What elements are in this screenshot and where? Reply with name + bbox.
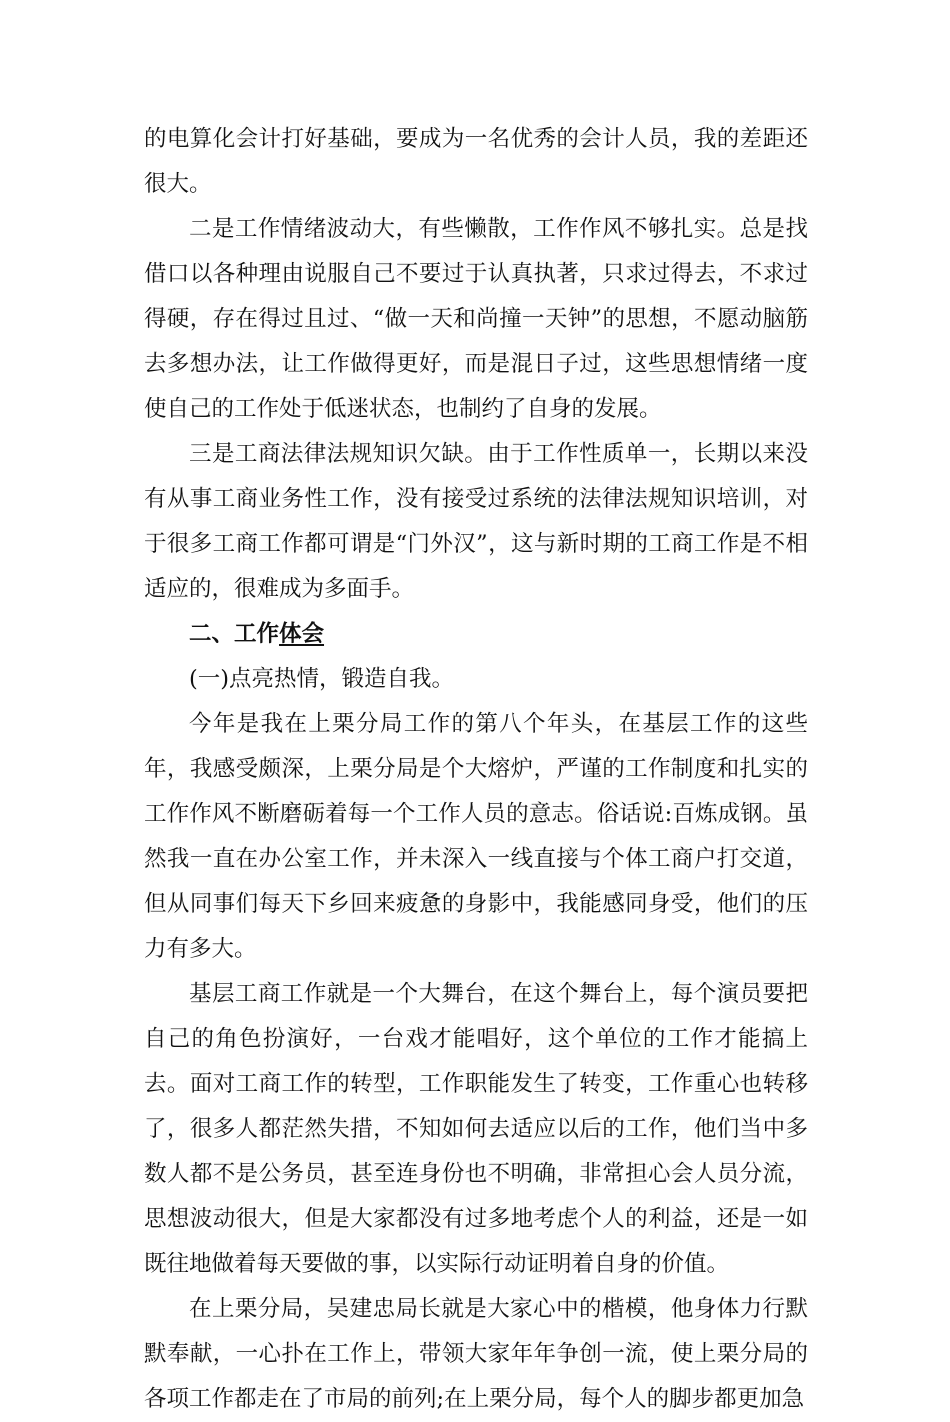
section-heading [144, 612, 808, 657]
paragraph-big-stage: 基层工商工作就是一个大舞台，在这个舞台上，每个演员要把自己的角色扮演好，一台戏才能唱好，这个单位的工作才能搞上去。面对工商工作的转型，工作职能发生了转变，工作重心也转移了，很多人都茫然失措，不知如何去适应以后的工作，他们当中多数人都不是公务员，甚至连身份也不明确，非常担心会人员分流，思想波动很大，但是大家都没有过多地考虑个人的利益，还是一如既往地做着每天要做的事，以实际行动证明着自身的价值。 [144, 981, 808, 1277]
paragraph-continuation: 的电算化会计打好基础，要成为一名优秀的会计人员，我的差距还很大。 [144, 126, 808, 197]
paragraph-work-attitude: 二是工作情绪波动大，有些懒散，工作作风不够扎实。总是找借口以各种理由说服自己不要过于认真执著，只求过得去，不求过得硬，存在得过且过、“做一天和尚撞一天钟”的思想，不愿动脑筋去多想办法，让工作做得更好，而是混日子过，这些思想情绪一度使自己的工作处于低迷状态，也制约了自身的发展。 [144, 216, 808, 422]
section-heading-prefix: 二、工作 [189, 621, 280, 647]
paragraph-eighth-year: 今年是我在上栗分局工作的第八个年头，在基层工作的这些年，我感受颇深，上栗分局是个大熔炉，严谨的工作制度和扎实的工作作风不断磨砺着每一个工作人员的意志。俗话说:百炼成钢。虽然我一直在办公室工作，并未深入一线直接与个体工商户打交道，但从同事们每天下乡回来疲惫的身影中，我能感同身受，他们的压力有多大。 [144, 711, 808, 962]
paragraph-role-model: 在上栗分局，吴建忠局长就是大家心中的楷模，他身体力行默默奉献，一心扑在工作上，带领大家年年争创一流，使上栗分局的各项工作都走在了市局的前列;在上栗分局，每个人的脚步都更加急 [144, 1296, 808, 1412]
document-body [144, 117, 808, 1422]
section-heading-underlined: 体会 [279, 621, 325, 647]
paragraph-legal-knowledge: 三是工商法律法规知识欠缺。由于工作性质单一，长期以来没有从事工商业务性工作，没有接受过系统的法律法规知识培训，对于很多工商工作都可谓是“门外汉”，这与新时期的工商工作是不相适应的，很难成为多面手。 [144, 441, 808, 602]
subsection-heading: (一)点亮热情，锻造自我。 [189, 666, 455, 692]
